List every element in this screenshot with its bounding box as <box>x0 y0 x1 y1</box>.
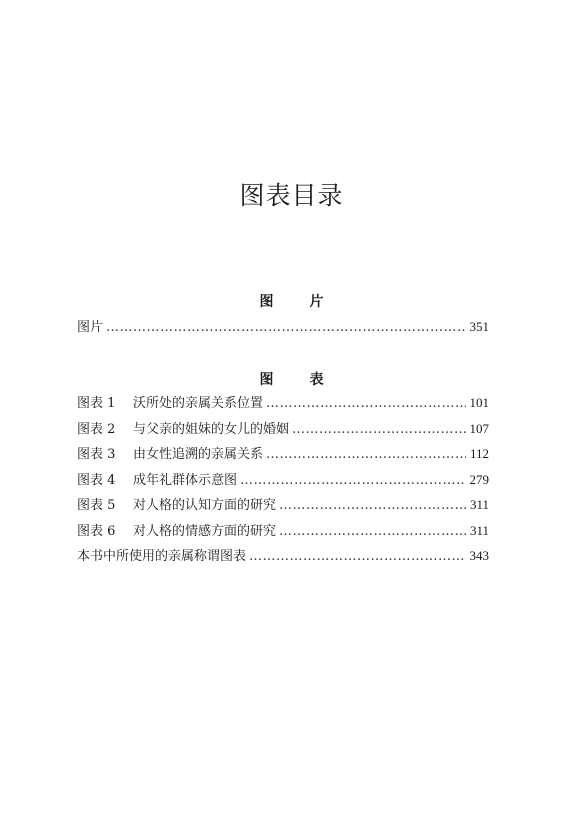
toc-entry-number: 图表 2 <box>77 421 116 437</box>
dot-leader <box>240 473 465 488</box>
dot-leader <box>249 549 465 564</box>
toc-entry-number: 图表 1 <box>77 396 116 411</box>
dot-leader <box>292 422 465 437</box>
toc-entry-page: 112 <box>469 446 489 461</box>
dot-leader <box>266 447 466 462</box>
dot-leader <box>279 524 466 539</box>
toc-entry-number: 图表 4 <box>77 472 116 488</box>
toc-entry[interactable] <box>77 545 489 571</box>
toc-entry[interactable] <box>77 469 489 495</box>
toc-entry-label: 对人格的情感方面的研究 <box>133 523 277 539</box>
toc-entry[interactable] <box>77 520 489 546</box>
toc-entry[interactable] <box>77 392 489 418</box>
toc-entry-label: 图片 <box>77 320 104 335</box>
dot-leader <box>266 396 465 411</box>
toc-entry-number: 图表 6 <box>77 523 116 539</box>
toc-entry-label: 成年礼群体示意图 <box>133 472 238 488</box>
toc-entry-number: 图表 5 <box>77 498 116 513</box>
section-heading-char: 图 <box>259 372 274 388</box>
toc-entry-page: 279 <box>469 471 489 487</box>
toc-entry-label: 与父亲的姐妹的女儿的婚姻 <box>133 421 290 437</box>
section-heading-pictures <box>0 291 583 311</box>
toc-entry-label: 本书中所使用的亲属称谓图表 <box>77 549 247 564</box>
toc-list-tables <box>77 392 489 571</box>
toc-entry-label: 由女性追溯的亲属关系 <box>133 447 264 462</box>
toc-entry[interactable] <box>77 494 489 520</box>
toc-entry-page: 101 <box>469 395 489 410</box>
toc-entry-label: 对人格的认知方面的研究 <box>133 498 277 513</box>
toc-entry-page: 107 <box>469 420 489 436</box>
dot-leader <box>106 320 465 335</box>
toc-list-pictures <box>77 316 489 342</box>
toc-entry-page: 311 <box>469 497 489 512</box>
section-heading-tables <box>0 369 583 389</box>
toc-entry-number: 图表 3 <box>77 447 116 462</box>
toc-entry[interactable] <box>77 443 489 469</box>
toc-entry-page: 343 <box>469 548 489 563</box>
toc-entry-page: 351 <box>469 319 489 334</box>
page-title: 图表目录 <box>239 181 344 210</box>
toc-entry[interactable] <box>77 316 489 342</box>
section-heading-char: 表 <box>309 372 324 388</box>
toc-entry[interactable] <box>77 418 489 444</box>
toc-entry-page: 311 <box>469 522 489 538</box>
section-heading-char: 片 <box>309 294 324 310</box>
dot-leader <box>279 498 466 513</box>
section-heading-char: 图 <box>259 294 274 310</box>
toc-entry-label: 沃所处的亲属关系位置 <box>133 396 264 411</box>
